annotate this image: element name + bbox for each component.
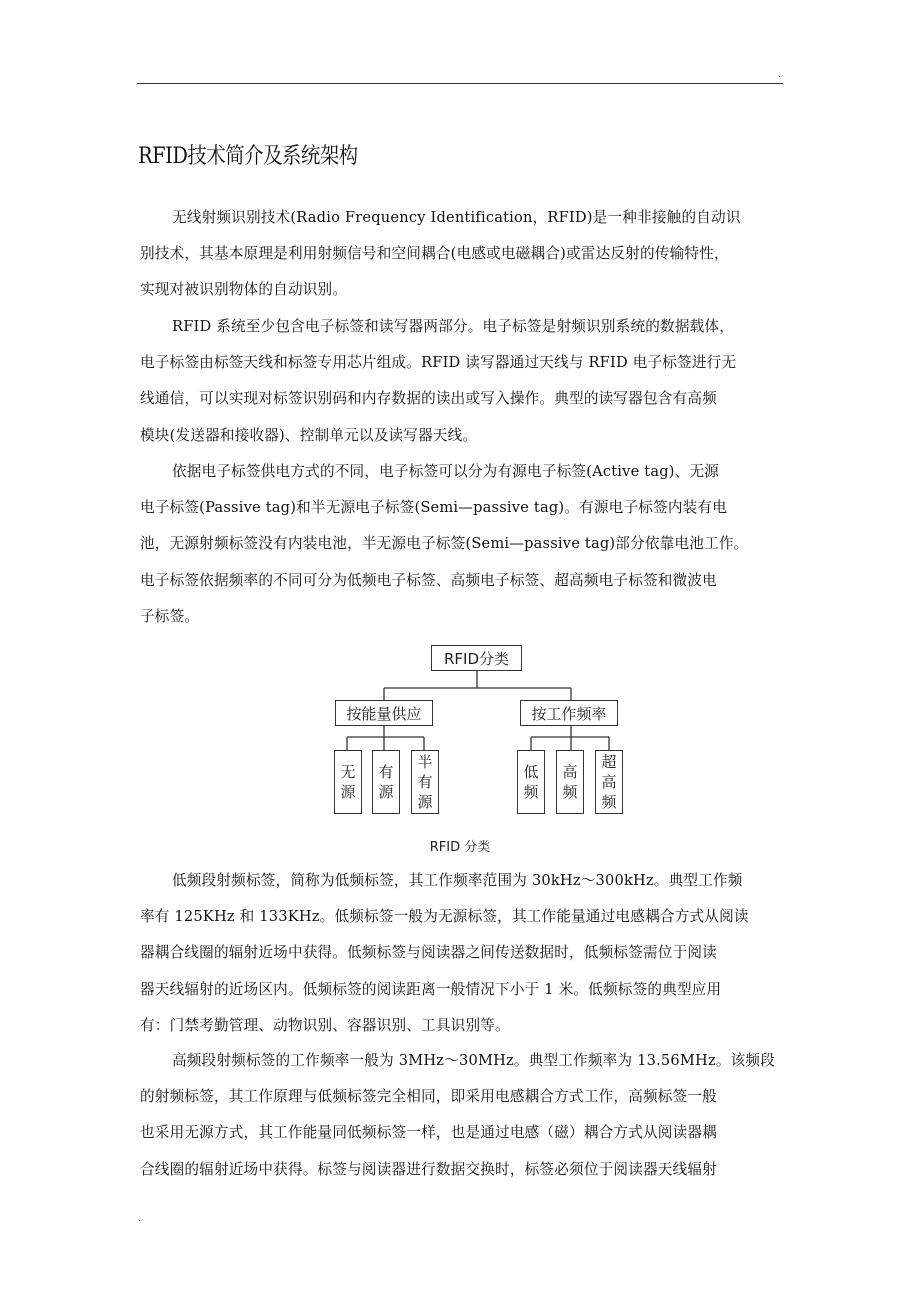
paragraph-system xyxy=(140,309,780,454)
text-line: 也采用无源方式，其工作能量同低频标签一样，也是通过电感（磁）耦合方式从阅读器耦 xyxy=(140,1124,717,1142)
diagram-branch-frequency: 按工作频率 xyxy=(520,700,618,726)
text-line: 无线射频识别技术(Radio Frequency Identification，RFID)是一种非接触的自动识 xyxy=(172,209,741,226)
text-line: 实现对被识别物体的自动识别。 xyxy=(140,281,348,299)
leaf-char: 半 xyxy=(417,753,433,771)
text-line: 器天线辐射的近场区内。低频标签的阅读距离一般情况下小于 1 米。低频标签的典型应用 xyxy=(140,980,722,998)
text-line: 电子标签(Passive tag)和半无源电子标签(Semi—passive tag)。有源电子标签内装有电 xyxy=(140,499,728,517)
text-line: 高频段射频标签的工作频率一般为 3MHz～30MHz。典型工作频率为 13.56MHz。该频段 xyxy=(172,1052,776,1069)
text-line: 有：门禁考勤管理、动物识别、容器识别、工具识别等。 xyxy=(140,1016,510,1034)
leaf-char: 高 xyxy=(562,763,578,781)
text-line: 池，无源射频标签没有内装电池，半无源电子标签(Semi—passive tag)部分依靠电池工作。 xyxy=(140,535,749,553)
text-line: 别技术，其基本原理是利用射频信号和空间耦合(电感或电磁耦合)或雷达反射的传输特性， xyxy=(140,245,729,263)
leaf-char: 超 xyxy=(601,753,617,771)
paragraph-high-frequency xyxy=(140,1043,780,1188)
header-mark: . xyxy=(778,69,782,80)
text-line: 电子标签依据频率的不同可分为低频电子标签、高频电子标签、超高频电子标签和微波电 xyxy=(140,571,717,589)
leaf-char: 高 xyxy=(601,773,617,791)
diagram-leaf-high-frequency xyxy=(556,750,584,814)
diagram-leaf-ultra-high-frequency xyxy=(595,750,623,814)
text-line: 的射频标签，其工作原理与低频标签完全相同，即采用电感耦合方式工作，高频标签一般 xyxy=(140,1088,717,1106)
header-rule xyxy=(137,83,783,84)
paragraph-intro xyxy=(140,200,780,309)
diagram-root-node: RFID分类 xyxy=(431,645,522,671)
leaf-char: 有 xyxy=(378,763,394,781)
rfid-classification-diagram xyxy=(320,640,640,820)
text-line: RFID 系统至少包含电子标签和读写器两部分。电子标签是射频识别系统的数据载体， xyxy=(172,318,735,335)
leaf-char: 源 xyxy=(417,793,433,811)
diagram-branch-energy: 按能量供应 xyxy=(335,700,433,726)
leaf-char: 频 xyxy=(601,793,617,811)
paragraph-tag-types xyxy=(140,454,780,635)
text-line: 线通信，可以实现对标签识别码和内存数据的读出或写入操作。典型的读写器包含有高频 xyxy=(140,390,717,408)
leaf-char: 低 xyxy=(523,763,539,781)
paragraph-low-frequency xyxy=(140,863,780,1044)
document-title: RFID技术简介及系统架构 xyxy=(138,144,358,169)
leaf-char: 频 xyxy=(562,783,578,801)
leaf-char: 频 xyxy=(523,783,539,801)
text-line: 器耦合线圈的辐射近场中获得。低频标签与阅读器之间传送数据时，低频标签需位于阅读 xyxy=(140,944,717,962)
text-line: 合线圈的辐射近场中获得。标签与阅读器进行数据交换时，标签必须位于阅读器天线辐射 xyxy=(140,1160,717,1178)
text-line: 模块(发送器和接收器)、控制单元以及读写器天线。 xyxy=(140,426,478,444)
leaf-char: 源 xyxy=(340,783,356,801)
text-line: 子标签。 xyxy=(140,607,200,625)
leaf-char: 无 xyxy=(340,763,356,781)
leaf-char: 源 xyxy=(378,783,394,801)
text-line: 依据电子标签供电方式的不同，电子标签可以分为有源电子标签(Active tag)、无源 xyxy=(172,463,720,480)
leaf-char: 有 xyxy=(417,773,433,791)
text-line: 低频段射频标签，简称为低频标签，其工作频率范围为 30kHz～300kHz。典型工作频 xyxy=(172,872,743,889)
diagram-leaf-active xyxy=(372,750,400,814)
footer-mark: . xyxy=(138,1213,142,1224)
figure-caption: RFID 分类 xyxy=(429,840,491,855)
diagram-leaf-semi-active xyxy=(411,750,439,814)
diagram-leaf-passive xyxy=(334,750,362,814)
diagram-leaf-low-frequency xyxy=(517,750,545,814)
text-line: 率有 125KHz 和 133KHz。低频标签一般为无源标签，其工作能量通过电感耦合方式从阅读 xyxy=(140,908,749,926)
text-line: 电子标签由标签天线和标签专用芯片组成。RFID 读写器通过天线与 RFID 电子标签进行无 xyxy=(140,354,737,372)
